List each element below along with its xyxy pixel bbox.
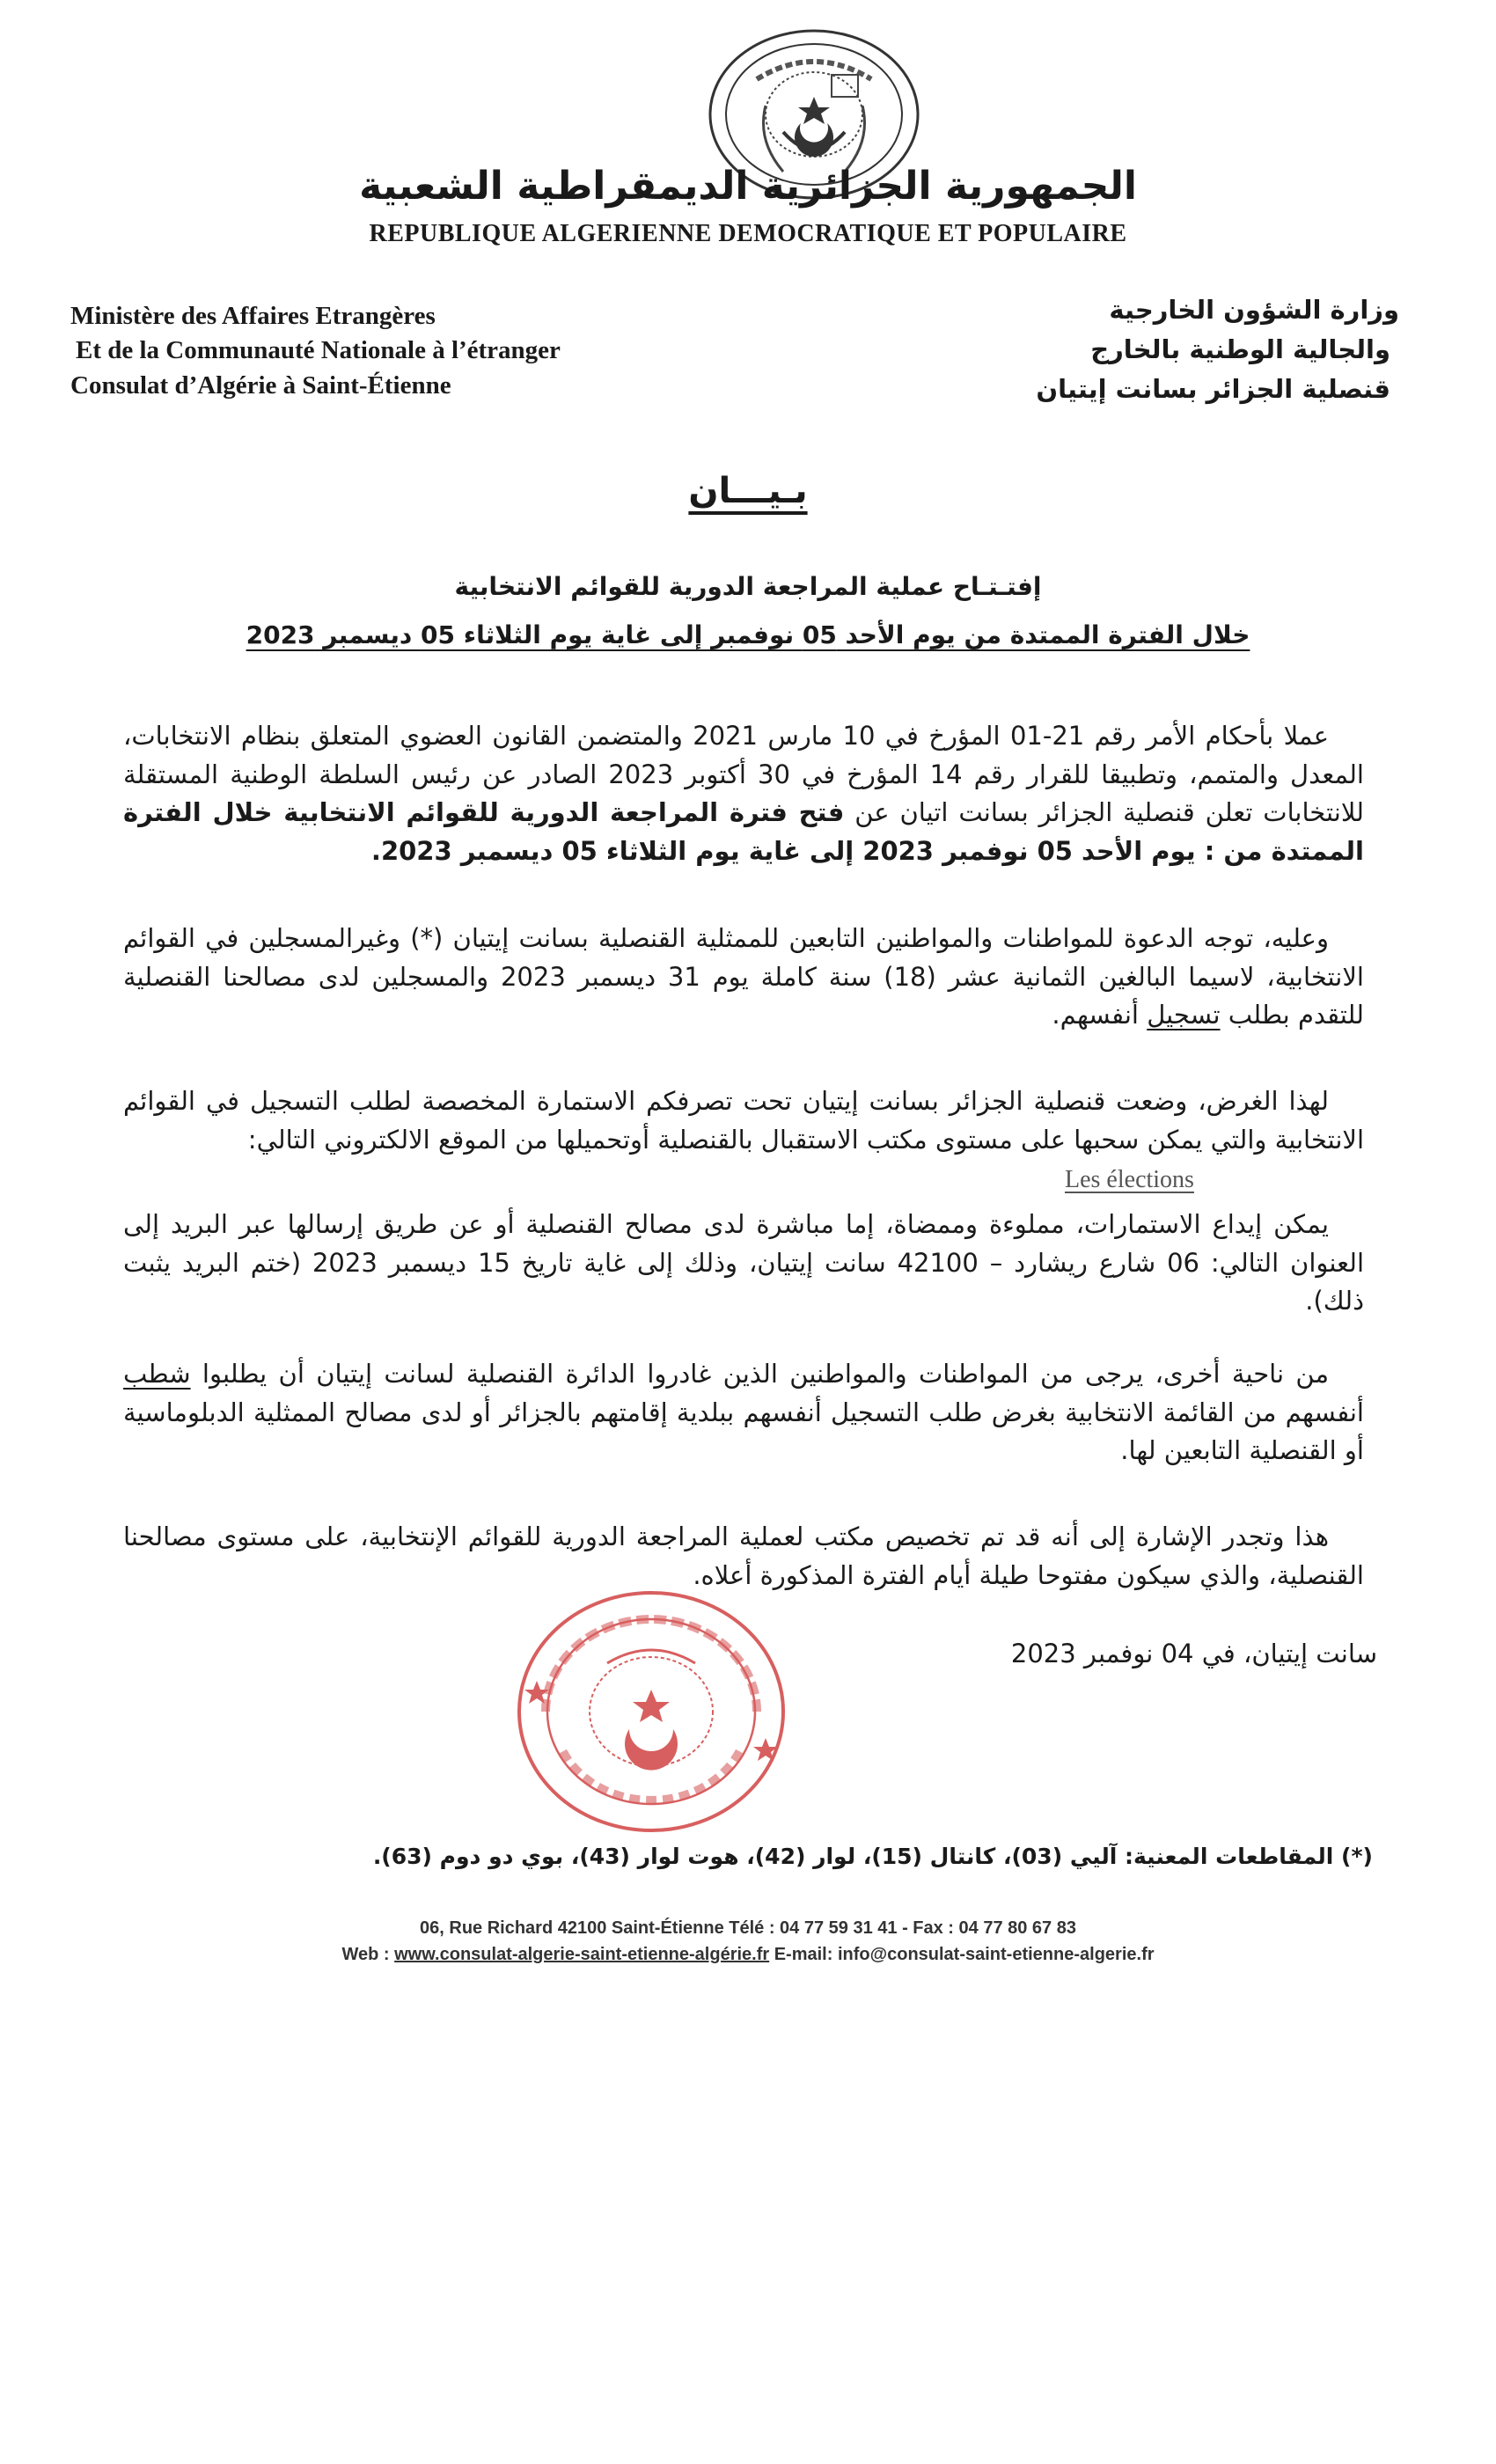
ministry-line-ar-3: قنصلية الجزائر بسانت إيتيان	[1036, 373, 1390, 404]
ministry-line-3: Consulat d’Algérie à Saint-Étienne	[70, 370, 451, 400]
paragraph-3: لهذا الغرض، وضعت قنصلية الجزائر بسانت إيتيان تحت تصرفكم الاستمارة المخصصة لطلب التسجيل في القوائم الانتخابية والتي يمكن سحبها على مستوى مكتب الاستقبال بالقنصلية أوتحميلها من الموقع الالكتروني التالي:	[123, 1086, 1364, 1155]
ministry-line-1: Ministère des Affaires Etrangères	[70, 302, 436, 330]
notice-subtitle-1: إفتـتـاح عملية المراجعة الدورية للقوائم الانتخابية	[454, 572, 1042, 601]
paragraph-5: من ناحية أخرى، يرجى من المواطنات والمواطنين الذين غادروا الدائرة القنصلية لسانت إيتيان أن يطلبوا شطب أنفسهم من القائمة الانتخابية بغرض طلب التسجيل أنفسهم ببلدية إقامتهم بالجزائر أو لدى مصالح الممثلية الدبلوماسية أو القنصلية التابعين لها.	[123, 1359, 1364, 1465]
date-line: سانت إيتيان، في 04 نوفمبر 2023	[1010, 1639, 1377, 1668]
footer-web: Web : www.consulat-algerie-saint-etienne-algérie.fr E-mail: info@consulat-saint-etienne-algerie.fr	[341, 1945, 1155, 1964]
footer-address: 06, Rue Richard 42100 Saint-Étienne Télé : 04 77 59 31 41 - Fax : 04 77 80 67 83	[420, 1918, 1076, 1938]
notice-subtitle-2: خلال الفترة الممتدة من يوم الأحد 05 نوفمبر إلى غاية يوم الثلاثاء 05 ديسمبر 2023	[246, 620, 1250, 649]
elections-link[interactable]: Les élections	[1065, 1166, 1194, 1193]
republic-title-fr: REPUBLIQUE ALGERIENNE DEMOCRATIQUE ET POPULAIRE	[369, 220, 1127, 247]
republic-title-ar: الجمهورية الجزائرية الديمقراطية الشعبية	[359, 164, 1137, 209]
ministry-line-2: Et de la Communauté Nationale à l’étranger	[76, 336, 561, 365]
footnote: (*) المقاطعات المعنية: آليي (03)، كانتال (15)، لوار (42)، هوت لوار (43)، بوي دو دوم (63).	[372, 1844, 1373, 1869]
consulate-stamp-icon	[510, 1584, 792, 1839]
ministry-header-fr	[70, 299, 704, 403]
notice-heading: بـيـــان	[688, 471, 808, 511]
paragraph-6: هذا وتجدر الإشارة إلى أنه قد تم تخصيص مكتب لعملية المراجعة الدورية للقوائم الإنتخابية، على مستوى مصالحنا القنصلية، والذي سيكون مفتوحا طيلة أيام الفترة المذكورة أعلاه.	[123, 1522, 1364, 1590]
paragraph-4: يمكن إيداع الاستمارات، مملوءة وممضاة، إما مباشرة لدى مصالح القنصلية أو عن طريق إرسالها عبر البريد إلى العنوان التالي: 06 شارع ريشارد – 42100 سانت إيتيان، وذلك إلى غاية تاريخ 15 ديسمبر 2023 (ختم البريد يثبت ذلك).	[123, 1209, 1365, 1316]
paragraph-2: وعليه، توجه الدعوة للمواطنات والمواطنين التابعين للممثلية القنصلية بسانت إيتيان (*) وغيرالمسجلين في القوائم الانتخابية، لاسيما البالغين الثمانية عشر (18) سنة كاملة يوم 31 ديسمبر 2023 والمسجلين لدى مصالحنا القنصلية للتقدم بطلب تسجيل أنفسهم.	[123, 923, 1364, 1030]
paragraph-1: عملا بأحكام الأمر رقم 21-01 المؤرخ في 10 مارس 2021 والمتضمن القانون العضوي المتعلق بنظام الانتخابات، المعدل والمتمم، وتطبيقا للقرار رقم 14 المؤرخ في 30 أكتوبر 2023 الصادر عن رئيس السلطة الوطنية المستقلة للانتخابات تعلن قنصلية الجزائر بسانت اتيان عن فتح فترة المراجعة الدورية للقوائم الانتخابية خلال الفترة الممتدة من : يوم الأحد 05 نوفمبر 2023 إلى غاية يوم الثلاثاء 05 ديسمبر 2023.	[123, 721, 1364, 866]
website-link[interactable]: www.consulat-algerie-saint-etienne-algérie.fr	[394, 1945, 770, 1964]
email-text[interactable]: E-mail: info@consulat-saint-etienne-algerie.fr	[774, 1945, 1155, 1964]
ministry-line-ar-1: وزارة الشؤون الخارجية	[1109, 295, 1399, 325]
ministry-line-ar-2: والجالية الوطنية بالخارج	[1090, 334, 1390, 364]
ministry-header-ar	[871, 290, 1399, 409]
